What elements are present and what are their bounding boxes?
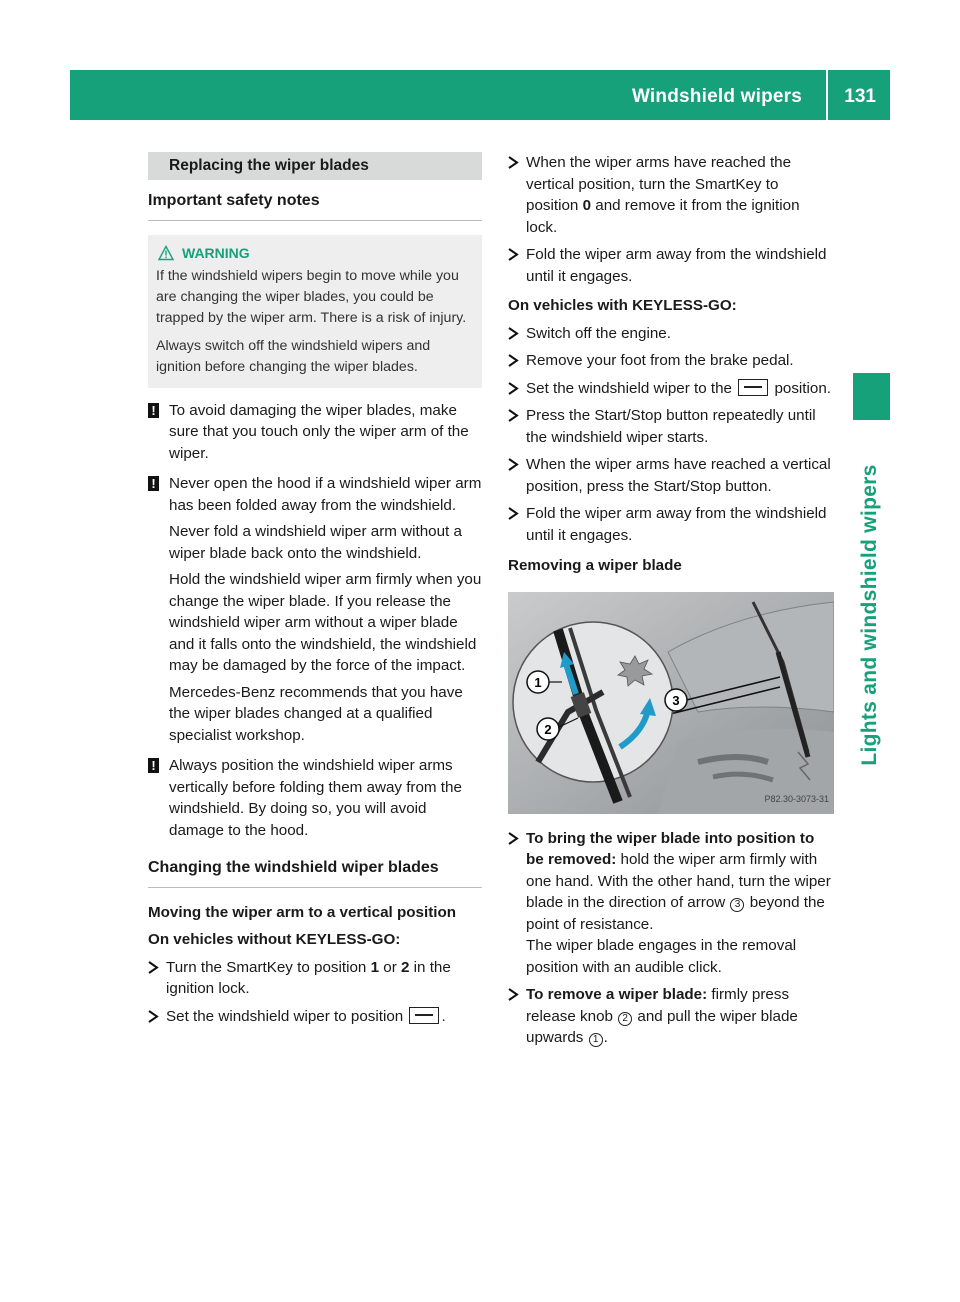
instruction-step <box>508 828 834 979</box>
instruction-step <box>508 405 834 448</box>
caution-note <box>148 755 482 841</box>
step-arrow-icon <box>508 327 519 340</box>
note-text: Always position the windshield wiper arms vertically before folding them away from the windshield. By doing so, you will avoid damage to the hood. <box>169 757 462 839</box>
step-heading: To bring the wiper blade into position to be removed: <box>526 829 815 868</box>
step-arrow-icon <box>508 988 519 1001</box>
instruction-step <box>508 503 834 546</box>
callout-2: 2 <box>544 721 552 737</box>
instruction-step <box>508 984 834 1049</box>
step-text: Set the windshield wiper to the <box>526 379 737 397</box>
instruction-step <box>508 323 834 345</box>
instruction-step <box>508 350 834 372</box>
step-text: and remove it from the ignition lock. <box>526 197 800 236</box>
changing-title: Changing the windshield wiper blades <box>148 857 482 888</box>
warning-triangle-icon <box>158 245 174 261</box>
with-keyless-title: On vehicles with KEYLESS-GO: <box>508 297 737 314</box>
step-text: When the wiper arms have reached a vertical position, press the Start/Stop button. <box>526 456 831 495</box>
warning-label: WARNING <box>182 244 250 261</box>
step-text: in the ignition lock. <box>166 958 451 997</box>
instruction-step <box>148 957 482 1000</box>
ref-2-icon: 2 <box>618 1012 632 1026</box>
step-arrow-icon <box>508 458 519 471</box>
note-text: Mercedes-Benz recommends that you have the wiper blades changed at a qualified specialist workshop. <box>169 683 463 744</box>
step-text: position. <box>770 379 832 397</box>
step-arrow-icon <box>508 382 519 395</box>
step-heading: To remove a wiper blade: <box>526 986 708 1003</box>
step-text: Fold the wiper arm away from the windshield until it engages. <box>526 505 827 544</box>
chapter-tab-marker <box>853 373 890 420</box>
instruction-step <box>148 1006 482 1028</box>
page-header-title: Windshield wipers <box>631 86 802 107</box>
header-band <box>70 70 890 120</box>
section-title: Replacing the wiper blades <box>148 152 482 180</box>
warning-heading <box>156 243 474 264</box>
left-column <box>148 152 482 1027</box>
right-column <box>508 152 834 1049</box>
note-text: Hold the windshield wiper arm firmly when you change the wiper blade. If you release the windshield wiper arm without a wiper blade and it falls onto the windshield, the windshield may be damaged by the force of the impact. <box>169 571 482 674</box>
step-arrow-icon <box>508 354 519 367</box>
instruction-step <box>508 152 834 238</box>
key-position-1: 1 <box>370 958 380 976</box>
instruction-step <box>508 454 834 497</box>
page-number: 131 <box>844 86 876 107</box>
step-arrow-icon <box>508 409 519 422</box>
wiper-off-symbol-icon <box>409 1007 439 1024</box>
key-position-0: 0 <box>582 197 592 214</box>
step-arrow-icon <box>148 1010 159 1023</box>
caution-note <box>148 473 482 746</box>
step-text: . <box>441 1007 446 1025</box>
chapter-tab-label: Lights and windshield wipers <box>858 464 881 766</box>
ref-3-icon: 3 <box>730 898 744 912</box>
step-text: Switch off the engine. <box>526 324 671 342</box>
step-text: hold the wiper arm firmly with one hand. With the other hand, turn the wiper blade in the direction of arrow <box>526 851 831 911</box>
step-text: Fold the wiper arm away from the windshield until it engages. <box>526 246 827 285</box>
step-arrow-icon <box>508 248 519 261</box>
ref-1-icon: 1 <box>589 1033 603 1047</box>
exclamation-icon: ! <box>148 476 159 491</box>
step-text: The wiper blade engages in the removal position with an audible click. <box>526 937 797 976</box>
without-keyless-title: On vehicles without KEYLESS-GO: <box>148 931 401 948</box>
step-text: When the wiper arms have reached the vertical position, turn the SmartKey to position <box>526 154 792 214</box>
warning-box <box>148 235 482 388</box>
wiper-illustration-svg <box>508 592 834 814</box>
step-arrow-icon <box>508 156 519 169</box>
subsection-title: Important safety notes <box>148 190 482 221</box>
instruction-step <box>508 378 834 400</box>
step-text: and pull the wiper blade upwards <box>526 1007 798 1046</box>
removing-title: Removing a wiper blade <box>508 557 682 574</box>
step-text: beyond the point of resistance. <box>526 894 825 933</box>
instruction-step <box>508 244 834 287</box>
header-divider <box>826 70 828 120</box>
moving-title: Moving the wiper arm to a vertical position <box>148 903 457 921</box>
exclamation-icon: ! <box>148 403 159 418</box>
wiper-blade-illustration <box>508 592 834 814</box>
exclamation-icon: ! <box>148 758 159 773</box>
step-arrow-icon <box>148 961 159 974</box>
key-position-2: 2 <box>400 958 410 976</box>
step-text: . <box>603 1029 608 1046</box>
callout-1: 1 <box>534 674 542 690</box>
step-arrow-icon <box>508 507 519 520</box>
warning-text: Always switch off the windshield wipers and ignition before changing the wiper blades. <box>156 337 431 375</box>
note-text: Never fold a windshield wiper arm without a wiper blade back onto the windshield. <box>169 523 462 562</box>
step-text: Turn the SmartKey to position <box>166 958 371 976</box>
note-text: To avoid damaging the wiper blades, make sure that you touch only the wiper arm of the wiper. <box>169 401 469 462</box>
note-text: Never open the hood if a windshield wiper arm has been folded away from the windshield. <box>169 475 482 514</box>
step-arrow-icon <box>508 832 519 845</box>
warning-text: If the windshield wipers begin to move while you are changing the wiper blades, you could be trapped by the wiper arm. There is a risk of injury. <box>156 267 467 326</box>
step-text: firmly press release knob <box>526 986 790 1025</box>
caution-note <box>148 400 482 465</box>
step-text: Press the Start/Stop button repeatedly until the windshield wiper starts. <box>526 407 816 446</box>
callout-3: 3 <box>672 692 680 708</box>
figure-code: P82.30-3073-31 <box>764 794 829 804</box>
step-text: Remove your foot from the brake pedal. <box>526 352 794 369</box>
step-text: or <box>379 958 401 976</box>
wiper-off-symbol-icon <box>738 379 768 396</box>
step-text: Set the windshield wiper to position <box>166 1007 408 1025</box>
